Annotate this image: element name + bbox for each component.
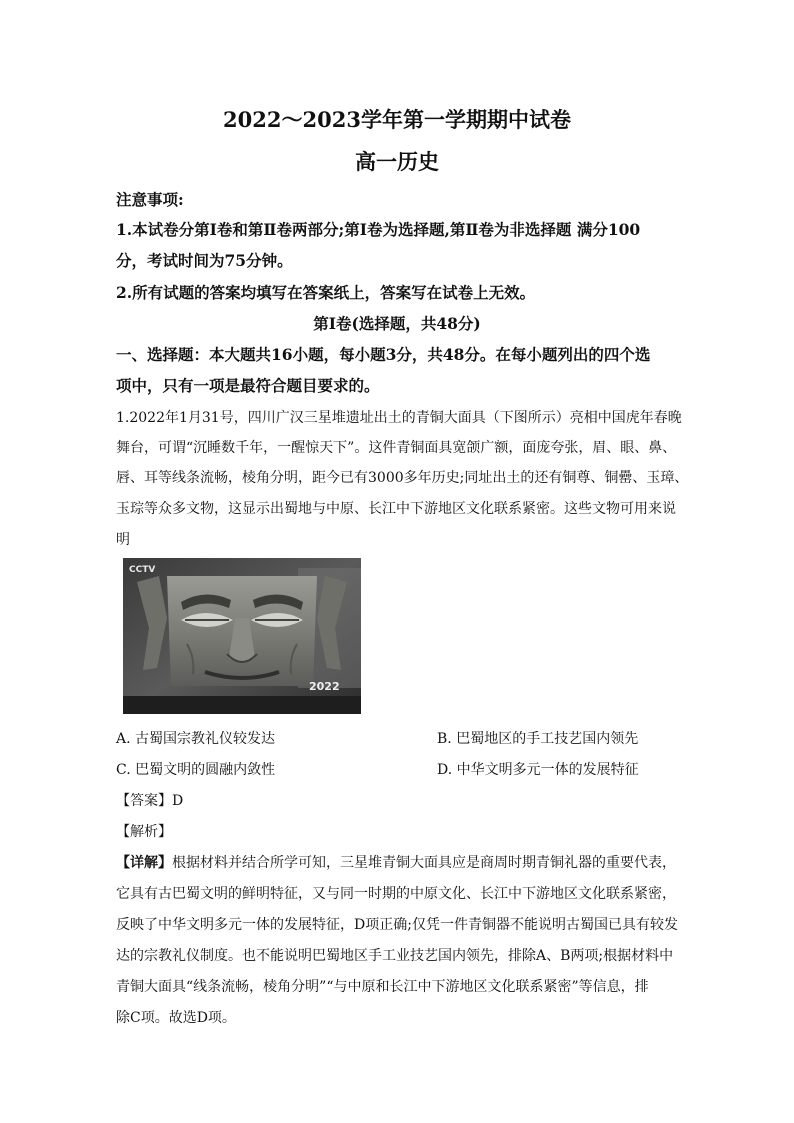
detail-line-5: 青铜大面具“线条流畅，棱角分明”“与中原和长江中下游地区文化联系紧密”等信息，排 (116, 979, 649, 995)
detail-line-1 (116, 852, 682, 872)
notes-item-1-line-1: 1.本试卷分第Ⅰ卷和第Ⅱ卷两部分;第Ⅰ卷为选择题,第Ⅱ卷为非选择题 满分100 (116, 220, 641, 239)
bronze-mask-image (123, 558, 361, 714)
question-1-line-1: 1.2022年1月31号，四川广汉三星堆遗址出土的青铜大面具（下图所示）亮相中国虎年春晚 (116, 410, 682, 426)
section-instruction-line-2: 项中，只有一项是最符合题目要求的。 (116, 376, 380, 395)
option-c: C. 巴蜀文明的圆融内敛性 (116, 762, 276, 778)
option-a: A. 古蜀国宗教礼仪较发达 (116, 731, 276, 747)
analysis-label: 【解析】 (116, 824, 172, 840)
question-1-line-2: 舞台，可谓“沉睡数千年，一醒惊天下”。这件青铜面具宽颌广额，面庞夸张，眉、眼、鼻、 (116, 440, 677, 456)
exam-subject: 高一历史 (355, 149, 439, 174)
notes-heading: 注意事项: (116, 190, 184, 209)
detail-line-6: 除C项。故选D项。 (116, 1010, 236, 1026)
question-1-line-3: 唇、耳等线条流畅，棱角分明，距今已有3000多年历史;同址出土的还有铜尊、铜罍、玉璋、 (116, 470, 689, 486)
section-instruction-line-1: 一、选择题：本大题共16小题，每小题3分，共48分。在每小题列出的四个选 (116, 345, 651, 364)
notes-item-2: 2.所有试题的答案均填写在答案纸上，答案写在试卷上无效。 (116, 283, 536, 302)
option-b: B. 巴蜀地区的手工技艺国内领先 (437, 731, 639, 747)
year-caption: 2022 (309, 680, 340, 693)
bronze-mask-photo (123, 558, 361, 714)
detail-label: 【详解】 (116, 855, 172, 871)
option-d: D. 中华文明多元一体的发展特征 (437, 762, 639, 778)
detail-line-2: 它具有古巴蜀文明的鲜明特征，又与同一时期的中原文化、长江中下游地区文化联系紧密， (116, 886, 676, 902)
answer-line: 【答案】D (116, 793, 184, 809)
cctv-logo: CCTV (129, 565, 156, 575)
detail-line-4: 达的宗教礼仪制度。也不能说明巴蜀地区手工业技艺国内领先，排除A、B两项;根据材料中 (116, 948, 674, 964)
detail-line-3: 反映了中华文明多元一体的发展特征，D项正确;仅凭一件青铜器不能说明古蜀国已具有较发 (116, 917, 678, 933)
notes-item-1-line-2: 分，考试时间为75分钟。 (116, 251, 293, 270)
detail-text-1: 根据材料并结合所学可知，三星堆青铜大面具应是商周时期青铜礼器的重要代表， (172, 855, 676, 871)
question-1-line-5: 明 (116, 532, 130, 548)
exam-title: 2022～2023学年第一学期期中试卷 (223, 107, 571, 132)
question-1-line-4: 玉琮等众多文物，这显示出蜀地与中原、长江中下游地区文化联系紧密。这些文物可用来说 (116, 501, 676, 517)
section-title: 第Ⅰ卷(选择题，共48分) (313, 314, 481, 333)
